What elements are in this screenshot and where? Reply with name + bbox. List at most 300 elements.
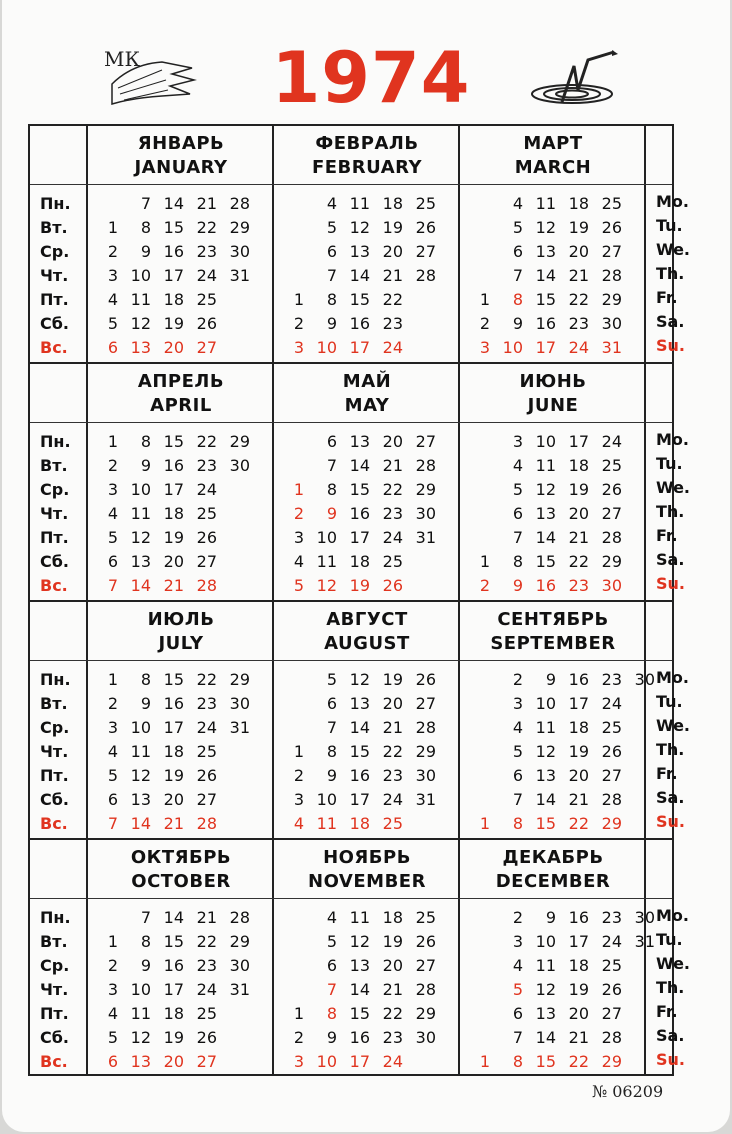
weekday-label-en: Sa.: [656, 550, 685, 569]
day-cell: 2: [293, 766, 304, 785]
day-cell: 2: [479, 314, 490, 333]
day-cell: 8: [512, 552, 523, 571]
day-cell: 8: [140, 932, 151, 951]
day-cell: 15: [163, 932, 184, 951]
day-cell: 29: [229, 218, 250, 237]
day-cell: 18: [568, 718, 589, 737]
weekday-label-en: Th.: [656, 264, 685, 283]
month-title-en: JULY: [158, 633, 204, 654]
day-cell: 14: [535, 266, 556, 285]
month-title-ru: ФЕВРАЛЬ: [315, 133, 419, 154]
weekday-label-ru: Вс.: [40, 1052, 68, 1071]
day-cell: 8: [326, 1004, 337, 1023]
day-cell: 28: [196, 814, 217, 833]
day-cell: 5: [107, 1028, 118, 1047]
day-cell: 26: [196, 314, 217, 333]
day-cell: 14: [349, 980, 370, 999]
day-cell: 2: [512, 908, 523, 927]
month-title-ru: ОКТЯБРЬ: [130, 847, 232, 868]
day-cell: 12: [349, 670, 370, 689]
weekday-label-ru: Сб.: [40, 790, 69, 809]
day-cell: 18: [382, 908, 403, 927]
day-cell: 6: [326, 432, 337, 451]
day-cell: 31: [229, 718, 250, 737]
day-cell: 19: [382, 932, 403, 951]
day-cell: 12: [349, 218, 370, 237]
day-cell: 12: [349, 932, 370, 951]
day-cell: 12: [535, 742, 556, 761]
calendar-grid: [28, 124, 691, 1076]
day-cell: 8: [512, 1052, 523, 1071]
day-cell: 11: [349, 908, 370, 927]
day-cell: 5: [512, 980, 523, 999]
weekday-label-ru: Ср.: [40, 718, 70, 737]
day-cell: 1: [293, 290, 304, 309]
day-cell: 6: [107, 1052, 118, 1071]
day-cell: 2: [293, 314, 304, 333]
day-cell: 24: [382, 528, 403, 547]
day-cell: 16: [349, 504, 370, 523]
day-cell: 21: [382, 266, 403, 285]
day-cell: 21: [196, 908, 217, 927]
day-cell: 11: [349, 194, 370, 213]
weekday-label-en: Sa.: [656, 788, 685, 807]
day-cell: 16: [535, 576, 556, 595]
day-cell: 2: [107, 242, 118, 261]
day-cell: 18: [349, 552, 370, 571]
month-title-ru: МАЙ: [342, 371, 392, 392]
day-cell: 22: [382, 290, 403, 309]
day-cell: 26: [415, 670, 436, 689]
day-cell: 24: [196, 718, 217, 737]
day-cell: 28: [415, 718, 436, 737]
day-cell: 17: [349, 338, 370, 357]
day-cell: 25: [196, 1004, 217, 1023]
header: [2, 0, 732, 122]
day-cell: 29: [415, 480, 436, 499]
day-cell: 26: [601, 480, 622, 499]
day-cell: 10: [130, 480, 151, 499]
day-cell: 25: [196, 504, 217, 523]
day-cell: 24: [568, 338, 589, 357]
month-title-en: OCTOBER: [131, 871, 231, 892]
day-cell: 28: [415, 980, 436, 999]
day-cell: 16: [568, 908, 589, 927]
day-cell: 28: [601, 1028, 622, 1047]
day-cell: 3: [107, 266, 118, 285]
day-cell: 11: [535, 956, 556, 975]
day-cell: 30: [229, 956, 250, 975]
day-cell: 2: [293, 504, 304, 523]
day-cell: 29: [601, 814, 622, 833]
day-cell: 18: [568, 456, 589, 475]
day-cell: 8: [326, 480, 337, 499]
day-cell: 17: [568, 932, 589, 951]
day-cell: 8: [326, 290, 337, 309]
weekday-label-en: Tu.: [656, 216, 683, 235]
day-cell: 9: [545, 670, 556, 689]
weekday-label-ru: Чт.: [40, 504, 69, 523]
day-cell: 9: [545, 908, 556, 927]
day-cell: 3: [293, 790, 304, 809]
day-cell: 14: [349, 266, 370, 285]
day-cell: 13: [535, 766, 556, 785]
day-cell: 20: [382, 956, 403, 975]
day-cell: 13: [349, 432, 370, 451]
day-cell: 6: [512, 766, 523, 785]
day-cell: 25: [601, 194, 622, 213]
weekday-label-en: Sa.: [656, 312, 685, 331]
day-cell: 26: [196, 1028, 217, 1047]
day-cell: 10: [316, 528, 337, 547]
day-cell: 10: [502, 338, 523, 357]
day-cell: 31: [634, 932, 655, 951]
day-cell: 17: [163, 266, 184, 285]
day-cell: 13: [349, 242, 370, 261]
day-cell: 26: [382, 576, 403, 595]
day-cell: 12: [130, 314, 151, 333]
day-cell: 16: [568, 670, 589, 689]
day-cell: 5: [512, 218, 523, 237]
weekday-label-ru: Чт.: [40, 980, 69, 999]
weekday-label-ru: Ср.: [40, 956, 70, 975]
day-cell: 15: [535, 552, 556, 571]
day-cell: 14: [163, 908, 184, 927]
day-cell: 27: [196, 790, 217, 809]
day-cell: 20: [382, 242, 403, 261]
day-cell: 26: [415, 218, 436, 237]
day-cell: 11: [316, 814, 337, 833]
day-cell: 22: [196, 432, 217, 451]
day-cell: 31: [415, 528, 436, 547]
day-cell: 23: [382, 314, 403, 333]
day-cell: 2: [293, 1028, 304, 1047]
day-cell: 16: [349, 314, 370, 333]
day-cell: 9: [326, 766, 337, 785]
day-cell: 17: [163, 480, 184, 499]
day-cell: 11: [316, 552, 337, 571]
day-cell: 19: [349, 576, 370, 595]
day-cell: 20: [568, 504, 589, 523]
day-cell: 13: [130, 552, 151, 571]
grid-hline: [30, 362, 672, 364]
day-cell: 20: [163, 552, 184, 571]
day-cell: 23: [196, 242, 217, 261]
day-cell: 7: [140, 908, 151, 927]
day-cell: 28: [601, 266, 622, 285]
weekday-label-en: Fr.: [656, 764, 678, 783]
aeroflot-logo-icon: [526, 50, 626, 110]
day-cell: 26: [601, 742, 622, 761]
day-cell: 10: [130, 718, 151, 737]
day-cell: 7: [326, 980, 337, 999]
month-title-en: SEPTEMBER: [490, 633, 616, 654]
weekday-label-en: Tu.: [656, 454, 683, 473]
day-cell: 4: [326, 194, 337, 213]
day-cell: 21: [568, 266, 589, 285]
day-cell: 3: [107, 480, 118, 499]
day-cell: 3: [512, 932, 523, 951]
day-cell: 24: [196, 480, 217, 499]
day-cell: 13: [535, 242, 556, 261]
day-cell: 26: [196, 766, 217, 785]
day-cell: 28: [415, 456, 436, 475]
day-cell: 2: [107, 694, 118, 713]
day-cell: 15: [349, 1004, 370, 1023]
month-title-en: DECEMBER: [495, 871, 611, 892]
day-cell: 28: [601, 790, 622, 809]
day-cell: 23: [382, 766, 403, 785]
day-cell: 5: [512, 480, 523, 499]
day-cell: 27: [196, 552, 217, 571]
day-cell: 20: [163, 338, 184, 357]
day-cell: 19: [568, 480, 589, 499]
day-cell: 24: [601, 432, 622, 451]
day-cell: 13: [130, 1052, 151, 1071]
day-cell: 15: [163, 432, 184, 451]
weekday-label-ru: Вт.: [40, 932, 68, 951]
day-cell: 12: [316, 576, 337, 595]
day-cell: 14: [349, 456, 370, 475]
day-cell: 4: [293, 552, 304, 571]
day-cell: 17: [535, 338, 556, 357]
day-cell: 6: [326, 956, 337, 975]
day-cell: 25: [601, 718, 622, 737]
day-cell: 29: [415, 742, 436, 761]
weekday-label-en: Su.: [656, 574, 685, 593]
grid-hline: [30, 600, 672, 602]
day-cell: 6: [512, 504, 523, 523]
day-cell: 14: [535, 528, 556, 547]
day-cell: 23: [196, 694, 217, 713]
day-cell: 8: [512, 290, 523, 309]
day-cell: 25: [196, 742, 217, 761]
header-divider: [30, 422, 672, 423]
day-cell: 30: [229, 456, 250, 475]
weekday-label-en: Mo.: [656, 192, 689, 211]
weekday-label-ru: Пн.: [40, 670, 71, 689]
day-cell: 9: [140, 694, 151, 713]
day-cell: 2: [107, 456, 118, 475]
day-cell: 26: [415, 932, 436, 951]
day-cell: 27: [415, 956, 436, 975]
day-cell: 20: [163, 1052, 184, 1071]
day-cell: 5: [107, 314, 118, 333]
day-cell: 11: [130, 504, 151, 523]
day-cell: 6: [107, 338, 118, 357]
day-cell: 12: [535, 480, 556, 499]
day-cell: 31: [415, 790, 436, 809]
day-cell: 16: [163, 956, 184, 975]
weekday-label-en: We.: [656, 240, 691, 259]
weekday-label-en: Mo.: [656, 430, 689, 449]
day-cell: 4: [107, 742, 118, 761]
day-cell: 17: [349, 790, 370, 809]
day-cell: 10: [535, 432, 556, 451]
month-title-ru: ДЕКАБРЬ: [502, 847, 604, 868]
day-cell: 27: [601, 1004, 622, 1023]
day-cell: 24: [601, 932, 622, 951]
weekday-label-ru: Пт.: [40, 528, 69, 547]
weekday-label-ru: Пн.: [40, 432, 71, 451]
day-cell: 7: [512, 790, 523, 809]
day-cell: 9: [140, 956, 151, 975]
day-cell: 13: [535, 504, 556, 523]
weekday-label-ru: Вт.: [40, 694, 68, 713]
weekday-label-ru: Сб.: [40, 1028, 69, 1047]
day-cell: 4: [107, 290, 118, 309]
month-title-en: NOVEMBER: [308, 871, 426, 892]
day-cell: 25: [415, 194, 436, 213]
day-cell: 19: [568, 742, 589, 761]
year-title: 1974: [271, 37, 471, 119]
day-cell: 25: [382, 814, 403, 833]
weekday-label-en: Fr.: [656, 1002, 678, 1021]
day-cell: 15: [535, 1052, 556, 1071]
day-cell: 5: [326, 670, 337, 689]
day-cell: 20: [568, 766, 589, 785]
day-cell: 23: [568, 576, 589, 595]
day-cell: 8: [140, 670, 151, 689]
day-cell: 18: [163, 1004, 184, 1023]
day-cell: 14: [130, 814, 151, 833]
day-cell: 29: [601, 290, 622, 309]
day-cell: 30: [229, 242, 250, 261]
day-cell: 4: [512, 456, 523, 475]
day-cell: 21: [568, 528, 589, 547]
month-title-ru: АПРЕЛЬ: [137, 371, 225, 392]
day-cell: 27: [601, 766, 622, 785]
day-cell: 9: [326, 1028, 337, 1047]
day-cell: 21: [163, 814, 184, 833]
day-cell: 27: [415, 694, 436, 713]
weekday-label-ru: Пт.: [40, 290, 69, 309]
day-cell: 12: [130, 528, 151, 547]
day-cell: 22: [196, 218, 217, 237]
weekday-label-ru: Пн.: [40, 194, 71, 213]
day-cell: 10: [316, 790, 337, 809]
day-cell: 12: [130, 766, 151, 785]
day-cell: 13: [130, 790, 151, 809]
day-cell: 3: [293, 528, 304, 547]
day-cell: 14: [349, 718, 370, 737]
day-cell: 13: [130, 338, 151, 357]
month-title-ru: ЯНВАРЬ: [137, 133, 225, 154]
weekday-label-en: Mo.: [656, 906, 689, 925]
day-cell: 29: [601, 1052, 622, 1071]
day-cell: 1: [293, 742, 304, 761]
day-cell: 2: [479, 576, 490, 595]
day-cell: 12: [535, 218, 556, 237]
month-title-ru: АВГУСТ: [326, 609, 408, 630]
day-cell: 21: [382, 718, 403, 737]
day-cell: 18: [349, 814, 370, 833]
day-cell: 27: [601, 504, 622, 523]
month-title-en: JUNE: [527, 395, 579, 416]
month-title-en: AUGUST: [324, 633, 410, 654]
month-title-en: FEBRUARY: [311, 157, 423, 178]
day-cell: 15: [535, 814, 556, 833]
day-cell: 25: [601, 956, 622, 975]
weekday-label-ru: Чт.: [40, 266, 69, 285]
day-cell: 15: [535, 290, 556, 309]
weekday-label-ru: Сб.: [40, 314, 69, 333]
day-cell: 5: [107, 766, 118, 785]
day-cell: 16: [163, 242, 184, 261]
weekday-label-en: Fr.: [656, 526, 678, 545]
day-cell: 6: [512, 242, 523, 261]
day-cell: 6: [107, 552, 118, 571]
day-cell: 19: [382, 670, 403, 689]
day-cell: 9: [140, 242, 151, 261]
day-cell: 29: [229, 932, 250, 951]
day-cell: 4: [326, 908, 337, 927]
day-cell: 27: [415, 432, 436, 451]
day-cell: 9: [326, 504, 337, 523]
day-cell: 21: [382, 456, 403, 475]
weekday-label-ru: Вт.: [40, 218, 68, 237]
day-cell: 7: [326, 266, 337, 285]
day-cell: 29: [229, 670, 250, 689]
day-cell: 31: [229, 980, 250, 999]
day-cell: 2: [512, 670, 523, 689]
weekday-label-ru: Вс.: [40, 576, 68, 595]
month-title-ru: СЕНТЯБРЬ: [497, 609, 609, 630]
header-divider: [30, 660, 672, 661]
day-cell: 10: [535, 694, 556, 713]
day-cell: 19: [568, 218, 589, 237]
month-title-en: MARCH: [514, 157, 592, 178]
weekday-label-ru: Чт.: [40, 742, 69, 761]
weekday-label-ru: Ср.: [40, 480, 70, 499]
day-cell: 22: [568, 1052, 589, 1071]
day-cell: 1: [293, 1004, 304, 1023]
day-cell: 15: [163, 670, 184, 689]
day-cell: 4: [107, 1004, 118, 1023]
day-cell: 27: [196, 338, 217, 357]
header-divider: [30, 898, 672, 899]
day-cell: 17: [568, 432, 589, 451]
day-cell: 7: [326, 456, 337, 475]
day-cell: 1: [107, 218, 118, 237]
day-cell: 29: [229, 432, 250, 451]
day-cell: 2: [107, 956, 118, 975]
day-cell: 20: [568, 242, 589, 261]
day-cell: 6: [326, 694, 337, 713]
day-cell: 14: [163, 194, 184, 213]
day-cell: 23: [568, 314, 589, 333]
day-cell: 26: [601, 980, 622, 999]
day-cell: 6: [326, 242, 337, 261]
weekday-label-ru: Вс.: [40, 338, 68, 357]
weekday-label-ru: Сб.: [40, 552, 69, 571]
day-cell: 22: [568, 552, 589, 571]
day-cell: 3: [293, 338, 304, 357]
grid-hline: [30, 838, 672, 840]
day-cell: 1: [107, 432, 118, 451]
day-cell: 9: [326, 314, 337, 333]
day-cell: 18: [568, 956, 589, 975]
day-cell: 3: [107, 718, 118, 737]
day-cell: 5: [107, 528, 118, 547]
day-cell: 15: [349, 480, 370, 499]
day-cell: 5: [293, 576, 304, 595]
weekday-label-ru: Ср.: [40, 242, 70, 261]
day-cell: 25: [382, 552, 403, 571]
day-cell: 28: [601, 528, 622, 547]
weekday-label-en: We.: [656, 954, 691, 973]
day-cell: 16: [163, 456, 184, 475]
